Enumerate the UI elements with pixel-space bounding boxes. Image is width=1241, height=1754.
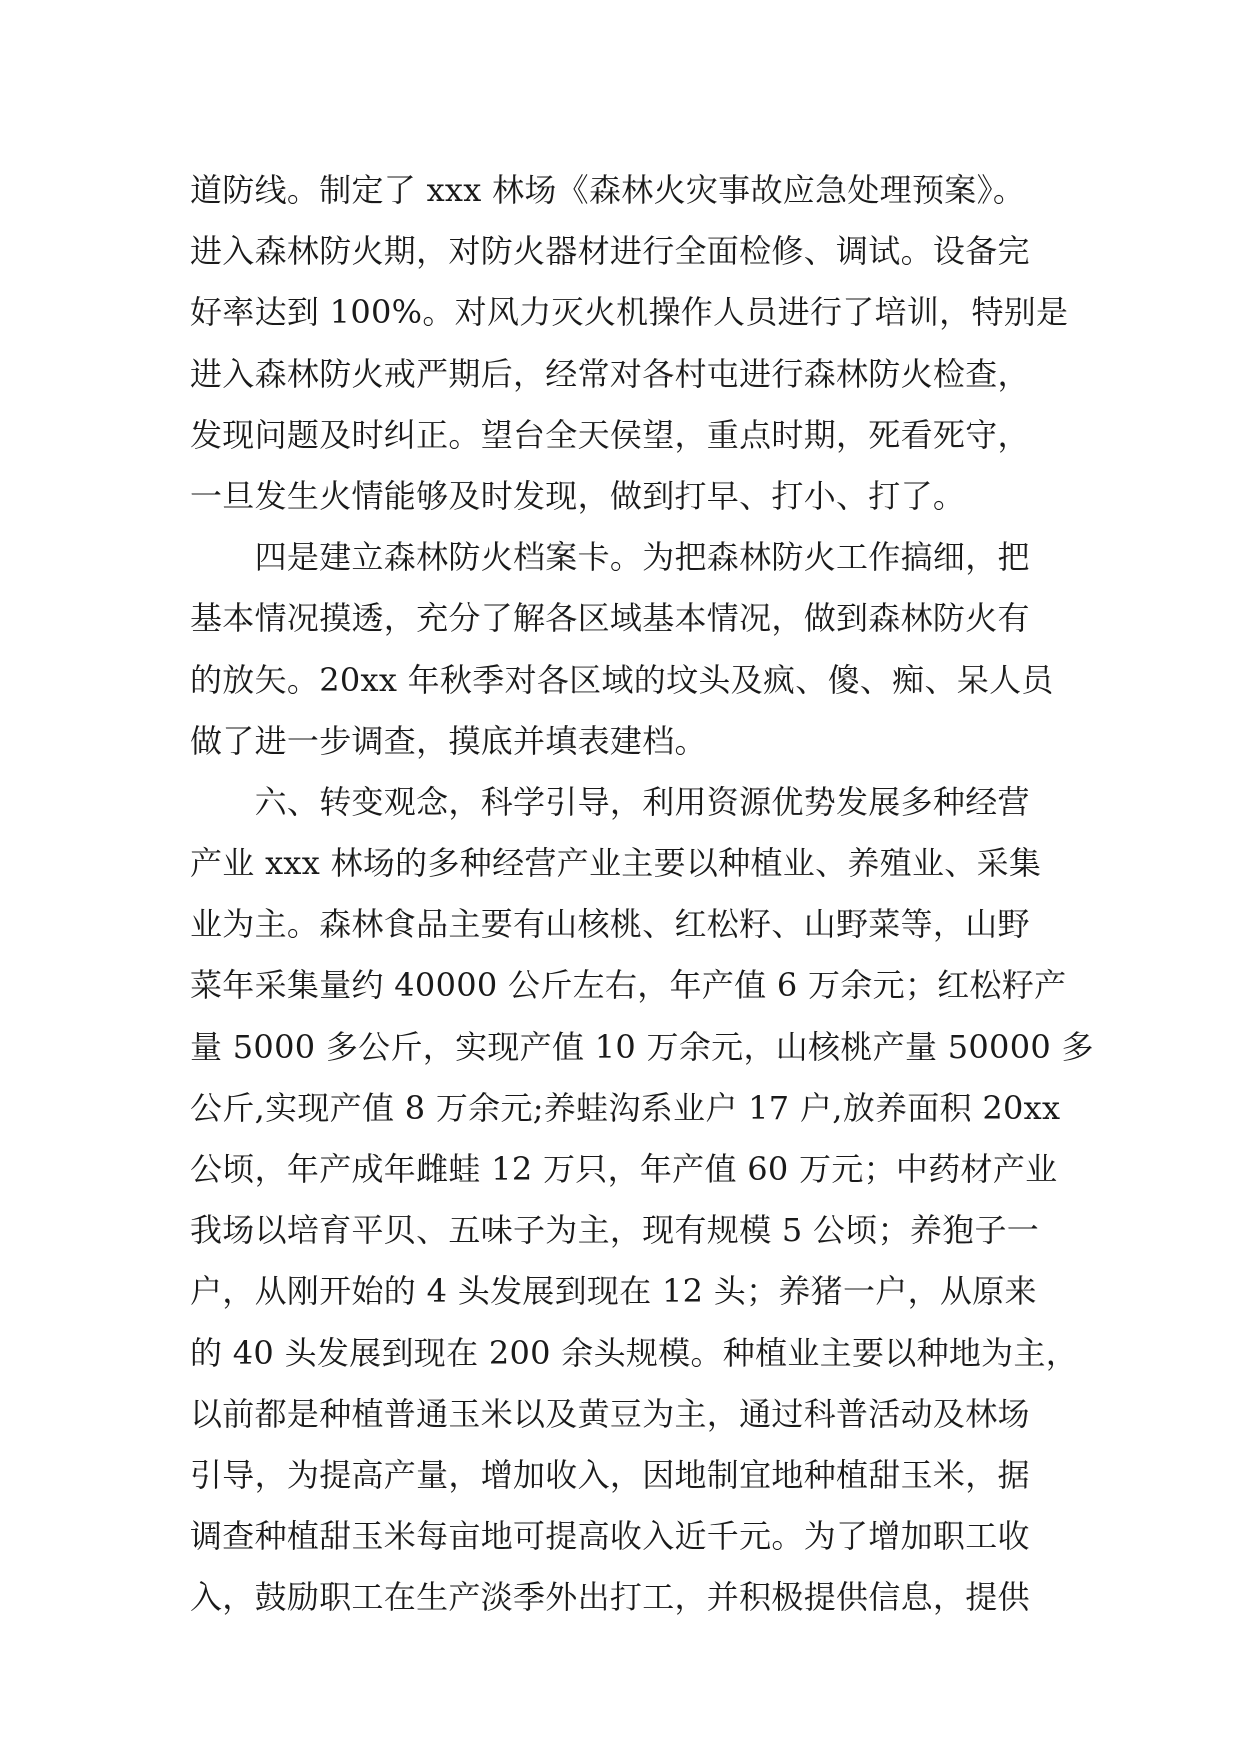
- text-line: 我场以培育平贝、五味子为主，现有规模 5 公顷；养狍子一: [190, 1211, 1040, 1250]
- text-line: 公顷，年产成年雌蛙 12 万只，年产值 60 万元；中药材产业: [190, 1150, 1058, 1188]
- text-line: 业为主。森林食品主要有山核桃、红松籽、山野菜等，山野: [190, 905, 1030, 944]
- text-line: 量 5000 多公斤，实现产值 10 万余元，山核桃产量 50000 多: [190, 1027, 1094, 1066]
- text-line: 的放矢。20xx 年秋季对各区域的坟头及疯、傻、痴、呆人员: [190, 660, 1054, 699]
- text-line: 一旦发生火情能够及时发现，做到打早、打小、打了。: [190, 476, 966, 515]
- text-line: 基本情况摸透，充分了解各区域基本情况，做到森林防火有: [190, 599, 1030, 638]
- text-line: 户，从刚开始的 4 头发展到现在 12 头；养猪一户，从原来: [190, 1272, 1037, 1311]
- text-line: 六、转变观念，科学引导，利用资源优势发展多种经营: [190, 782, 1030, 821]
- text-line: 入，鼓励职工在生产淡季外出打工，并积极提供信息，提供: [190, 1578, 1030, 1617]
- text-line: 道防线。制定了 xxx 林场《森林火灾事故应急处理预案》。: [190, 171, 1026, 209]
- text-line: 发现问题及时纠正。望台全天侯望，重点时期，死看死守，: [190, 415, 1030, 454]
- text-line: 进入森林防火期，对防火器材进行全面检修、调试。设备完: [190, 232, 1030, 271]
- text-line: 公斤,实现产值 8 万余元;养蛙沟系业户 17 户,放养面积 20xx: [190, 1088, 1061, 1127]
- text-line: 的 40 头发展到现在 200 余头规模。种植业主要以种地为主，: [190, 1333, 1079, 1372]
- text-line: 四是建立森林防火档案卡。为把森林防火工作搞细，把: [190, 538, 1030, 577]
- text-line: 调查种植甜玉米每亩地可提高收入近千元。为了增加职工收: [190, 1517, 1030, 1556]
- body-text: [190, 160, 1094, 1629]
- text-line: 好率达到 100%。对风力灭火机操作人员进行了培训，特别是: [190, 293, 1069, 332]
- text-line: 菜年采集量约 40000 公斤左右，年产值 6 万余元；红松籽产: [190, 966, 1067, 1005]
- text-line: 产业 xxx 林场的多种经营产业主要以种植业、养殖业、采集: [190, 844, 1042, 883]
- text-line: 以前都是种植普通玉米以及黄豆为主，通过科普活动及林场: [190, 1394, 1030, 1433]
- text-line: 引导，为提高产量，增加收入，因地制宜地种植甜玉米，据: [190, 1455, 1030, 1494]
- text-line: 做了进一步调查，摸底并填表建档。: [190, 721, 707, 760]
- text-line: 进入森林防火戒严期后，经常对各村屯进行森林防火检查，: [190, 354, 1030, 393]
